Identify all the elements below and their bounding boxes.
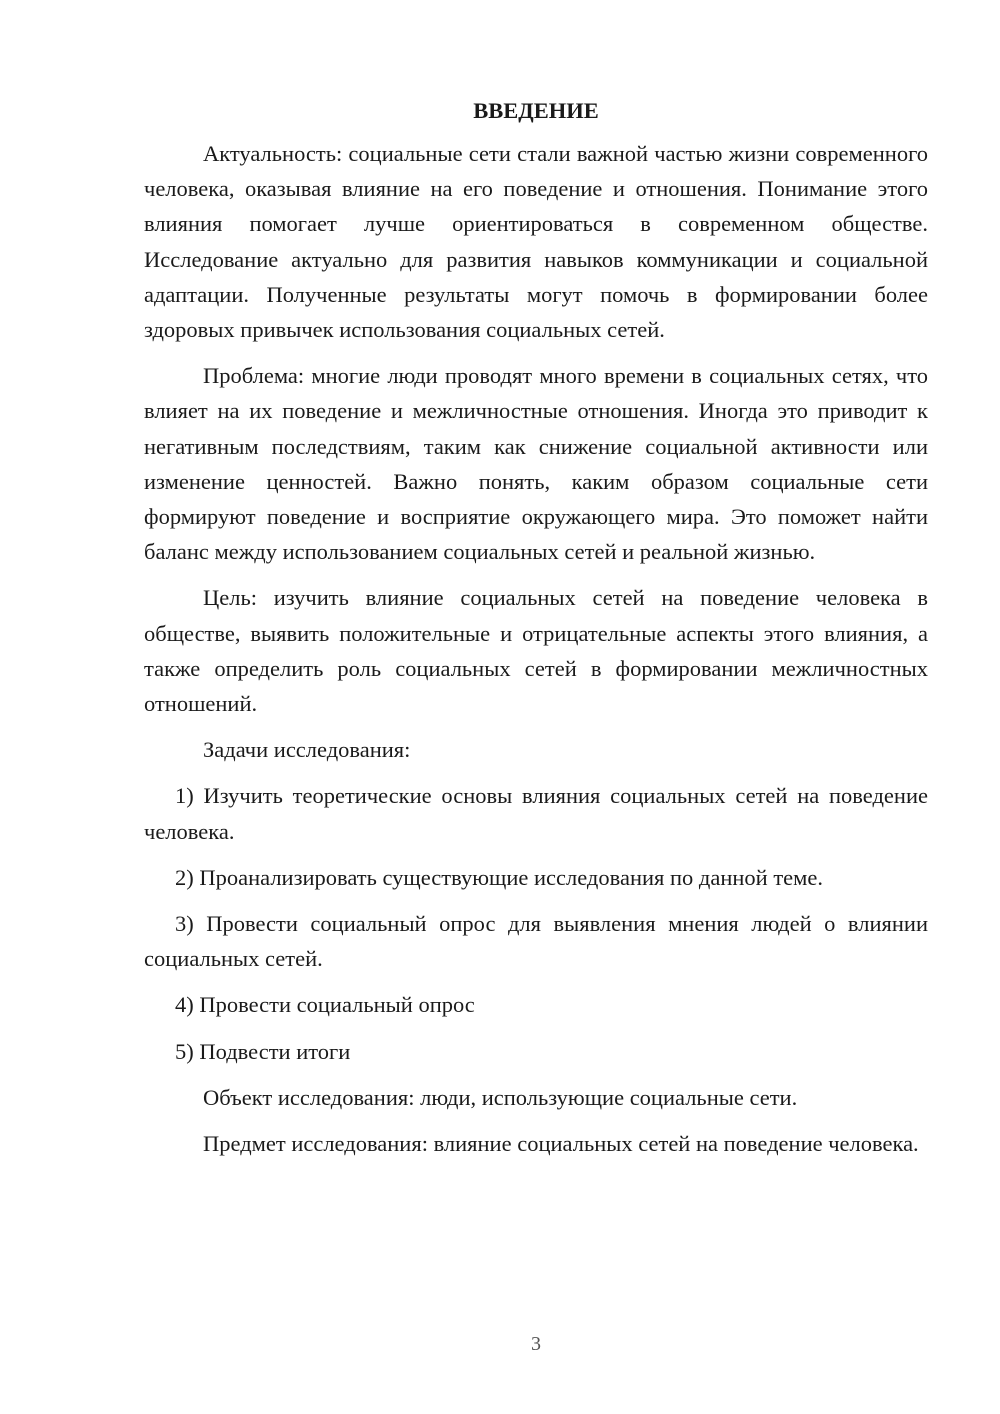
paragraph-problem: Проблема: многие люди проводят много времени в социальных сетях, что влияет на их поведение и межличностные отношения. Иногда это приводит к негативным последствиям, таким как снижение социальной активности или изменение ценностей. Важно понять, каким образом социальные сети формируют поведение и восприятие окружающего мира. Это поможет найти баланс между использованием социальных сетей и реальной жизнью. (144, 363, 928, 565)
paragraph-goal: Цель: изучить влияние социальных сетей на поведение человека в обществе, выявить положительные и отрицательные аспекты этого влияния, а также определить роль социальных сетей в формировании межличностных отношений. (144, 585, 928, 717)
section-heading: ВВЕДЕНИЕ (473, 98, 599, 123)
list-item: 4) Провести социальный опрос (175, 992, 475, 1018)
list-item: 5) Подвести итоги (175, 1038, 351, 1064)
list-item: 2) Проанализировать существующие исследования по данной теме. (175, 864, 824, 890)
paragraph-object: Объект исследования: люди, использующие социальные сети. (203, 1084, 798, 1110)
paragraph-relevance: Актуальность: социальные сети стали важной частью жизни современного человека, оказывая влияние на его поведение и отношения. Понимание этого влияния помогает лучше ориентироваться в современном обществе. Исследование актуально для развития навыков коммуникации и социальной адаптации. Полученные результаты могут помочь в формировании более здоровых привычек использования социальных сетей. (144, 141, 928, 343)
list-item: 3) Провести социальный опрос для выявления мнения людей о влиянии социальных сетей. (144, 911, 928, 972)
paragraph-tasks-heading: Задачи исследования: (203, 737, 411, 763)
tasks-list (144, 778, 928, 1068)
document-page (144, 92, 928, 1172)
page-number: 3 (531, 1333, 541, 1355)
list-item: 1) Изучить теоретические основы влияния социальных сетей на поведение человека. (144, 783, 928, 844)
paragraph-subject: Предмет исследования: влияние социальных сетей на поведение человека. (203, 1131, 919, 1157)
